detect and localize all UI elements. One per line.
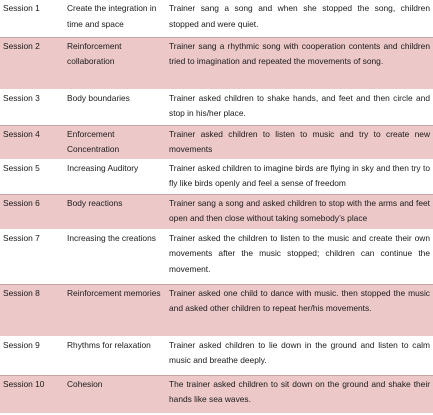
topic-cell: Reinforcement memories [64, 284, 166, 336]
session-cell: Session 8 [0, 284, 64, 336]
topic-cell: Cohesion [64, 375, 166, 413]
table-row [0, 125, 433, 159]
description-cell: Trainer asked the children to listen to the music and create their own movements after the music stopped; children can continue the movement. [166, 229, 433, 284]
topic-cell: Body reactions [64, 194, 166, 229]
description-cell: Trainer asked children to shake hands, and feet and then circle and stop in his/her place. [166, 89, 433, 125]
description-cell: The trainer asked children to sit down on the ground and shake their hands like sea waves. [166, 375, 433, 413]
description-cell: Trainer asked children to imagine birds are flying in sky and then try to fly like birds openly and feel a sense of freedom [166, 159, 433, 194]
topic-cell: Enforcement Concentration [64, 125, 166, 159]
description-cell: Trainer sang a rhythmic song with cooperation contents and children tried to imagination and repeated the movements of song. [166, 37, 433, 89]
table-row [0, 0, 433, 37]
table-row [0, 159, 433, 194]
table-row [0, 375, 433, 413]
topic-cell: Rhythms for relaxation [64, 336, 166, 375]
description-cell: Trainer asked children to listen to music and try to create new movements [166, 125, 433, 159]
table-row [0, 194, 433, 229]
session-cell: Session 3 [0, 89, 64, 125]
topic-cell: Increasing Auditory [64, 159, 166, 194]
description-cell: Trainer asked one child to dance with music. then stopped the music and asked other children to repeat her/his movements. [166, 284, 433, 336]
description-cell: Trainer sang a song and when she stopped the song, children stopped and were quiet. [166, 0, 433, 37]
session-cell: Session 10 [0, 375, 64, 413]
table-row [0, 229, 433, 284]
session-cell: Session 9 [0, 336, 64, 375]
session-cell: Session 4 [0, 125, 64, 159]
session-cell: Session 7 [0, 229, 64, 284]
topic-cell: Create the integration in time and space [64, 0, 166, 37]
table-row [0, 284, 433, 336]
table-row [0, 336, 433, 375]
topic-cell: Body boundaries [64, 89, 166, 125]
topic-cell: Increasing the creations [64, 229, 166, 284]
topic-cell: Reinforcement collaboration [64, 37, 166, 89]
description-cell: Trainer asked children to lie down in the ground and listen to calm music and breathe deeply. [166, 336, 433, 375]
session-cell: Session 2 [0, 37, 64, 89]
session-cell: Session 1 [0, 0, 64, 37]
session-cell: Session 5 [0, 159, 64, 194]
table-row [0, 37, 433, 89]
session-cell: Session 6 [0, 194, 64, 229]
description-cell: Trainer sang a song and asked children to stop with the arms and feet open and then close without taking somebody’s place [166, 194, 433, 229]
table-row [0, 89, 433, 125]
